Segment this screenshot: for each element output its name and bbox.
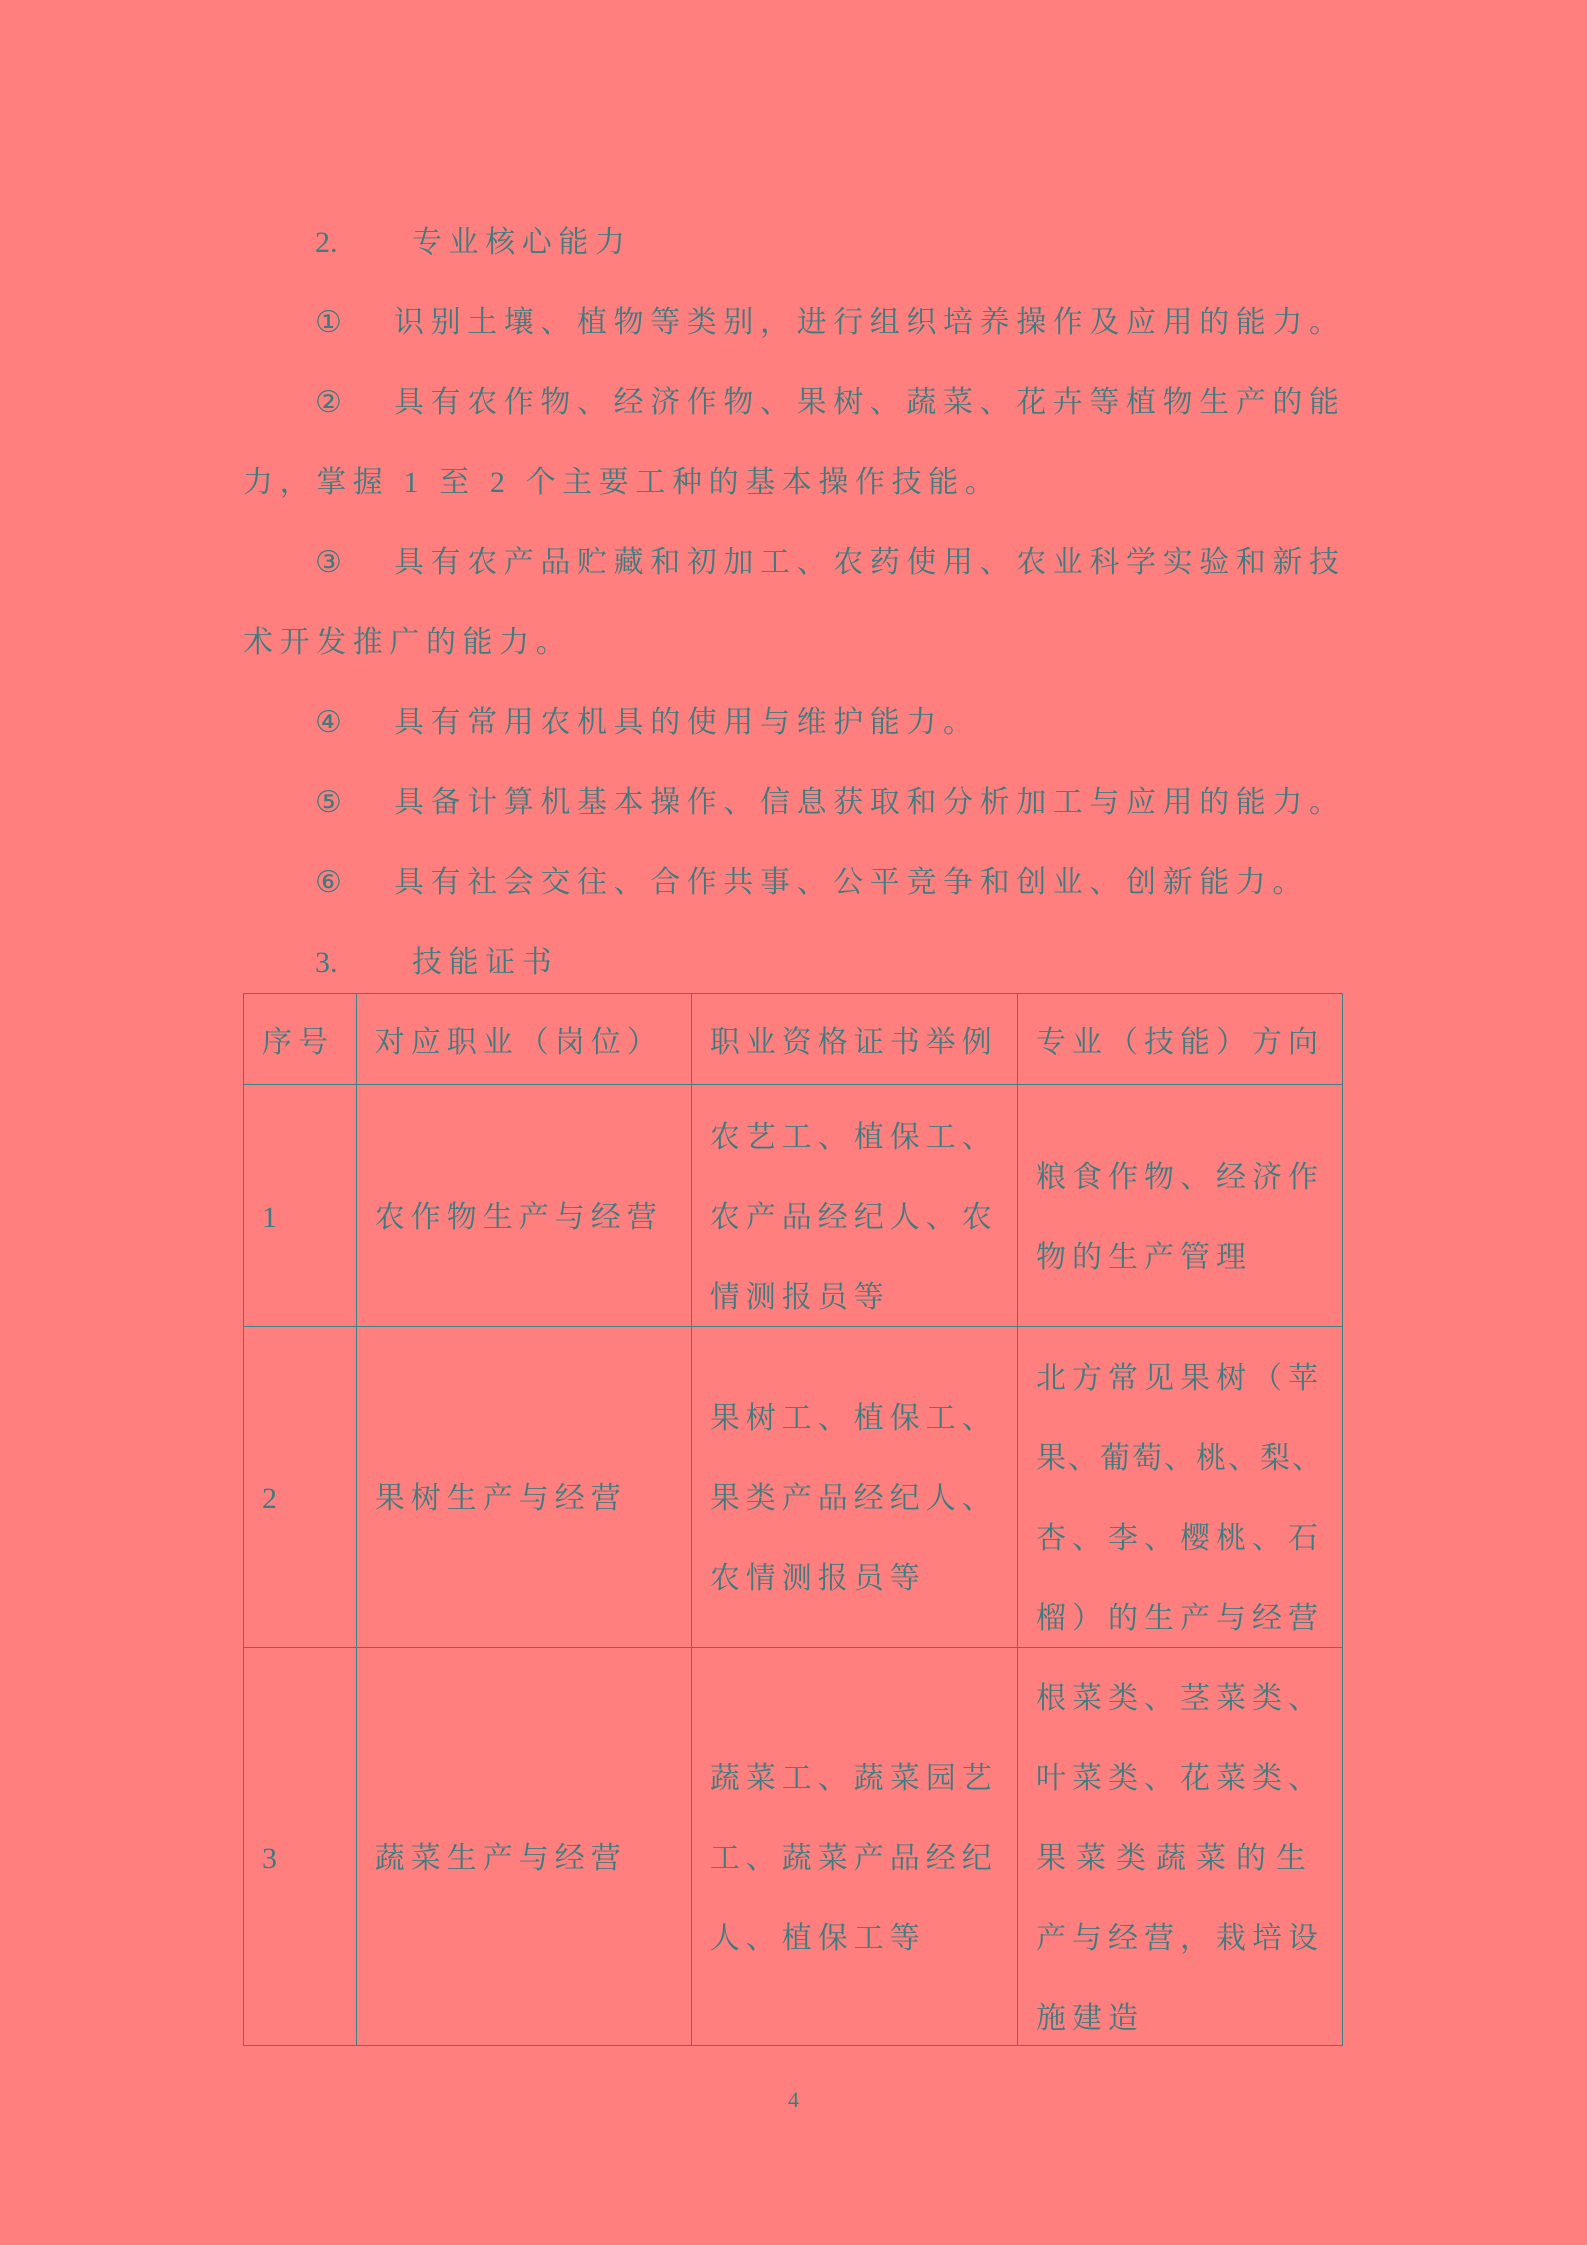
ability-text: 识别土壤、植物等类别，进行组织培养操作及应用的能力。 [394, 306, 1346, 339]
ability-text: 具有常用农机具的使用与维护能力。 [394, 706, 980, 739]
cell-text-line: 杏、李、樱桃、石 [1036, 1522, 1325, 1555]
cell-text-line: 产与经营，栽培设 [1036, 1921, 1325, 1955]
section-title: 技能证书 [412, 946, 559, 979]
section-title: 专业核心能力 [412, 226, 632, 259]
cell-text-line: 榴）的生产与经营 [1036, 1602, 1325, 1635]
cell-text-line: 情测报员等 [709, 1280, 890, 1314]
cell-text-line: 农产品经纪人、农 [709, 1200, 998, 1234]
ability-text: 具有农产品贮藏和初加工、农药使用、农业科学实验和新技 [394, 546, 1346, 579]
certificates-cell [692, 1085, 1018, 1327]
occupation-text: 果树生产与经营 [374, 1482, 627, 1515]
row-index: 1 [262, 1200, 283, 1234]
certificates-cell [692, 1327, 1018, 1648]
cell-text-line: 施建造 [1036, 2001, 1145, 2035]
cell-text-line: 人、植保工等 [709, 1921, 926, 1955]
header-label: 对应职业（岗位） [374, 1026, 663, 1059]
cell-content [1036, 1138, 1324, 1298]
header-cell [1018, 994, 1343, 1085]
ability-item [243, 763, 1353, 843]
cell-text-line: 果树工、植保工、 [709, 1402, 998, 1435]
cell-content [1036, 1659, 1324, 2059]
page-number: 4 [788, 2087, 799, 2112]
circled-number-marker: ⑥ [315, 865, 342, 900]
section-heading [243, 203, 1353, 283]
direction-cell [1018, 1085, 1343, 1327]
occupation-cell [357, 1085, 692, 1327]
cell-text-line: 果菜类蔬菜的生 [1036, 1841, 1317, 1875]
ability-text: 术开发推广的能力。 [243, 626, 573, 659]
cell-content [1036, 1339, 1324, 1659]
circled-number-marker: ④ [315, 705, 342, 740]
cell-text-line: 北方常见果树（苹 [1036, 1362, 1325, 1395]
circled-number-marker: ② [315, 385, 342, 420]
cell-text-line: 果、葡萄、桃、梨、 [1036, 1442, 1325, 1475]
circled-number-marker: ⑤ [315, 785, 342, 820]
header-cell [244, 994, 357, 1085]
cell-text-line: 农艺工、植保工、 [709, 1120, 998, 1154]
circled-number-marker: ③ [315, 545, 342, 580]
table-row [244, 1085, 1343, 1327]
occupation-text: 农作物生产与经营 [374, 1200, 663, 1234]
cell-text-line: 物的生产管理 [1036, 1240, 1253, 1274]
index-cell [244, 1085, 357, 1327]
ability-item [243, 683, 1353, 763]
ability-item [243, 523, 1353, 683]
cell-content [710, 1739, 999, 1979]
direction-cell [1018, 1327, 1343, 1648]
direction-cell [1018, 1648, 1343, 2046]
ability-line [243, 603, 1353, 683]
header-cell [357, 994, 692, 1085]
header-label: 职业资格证书举例 [709, 1026, 998, 1059]
section-heading [243, 923, 1353, 1003]
cell-content [710, 1098, 999, 1338]
occupation-text: 蔬菜生产与经营 [374, 1841, 627, 1875]
ability-item [243, 283, 1353, 363]
cell-text-line: 农情测报员等 [709, 1562, 926, 1595]
table-row [244, 1327, 1343, 1648]
cell-text-line: 工、蔬菜产品经纪 [709, 1841, 998, 1875]
index-cell [244, 1648, 357, 2046]
ability-item [243, 843, 1353, 923]
cell-text-line: 根菜类、茎菜类、 [1036, 1681, 1325, 1715]
ability-line [243, 443, 1353, 523]
header-cell [692, 994, 1018, 1085]
header-label: 序号 [262, 1026, 334, 1059]
ability-item [243, 363, 1353, 523]
certificate-table [243, 993, 1343, 2046]
certificates-cell [692, 1648, 1018, 2046]
cell-content [710, 1379, 999, 1619]
ability-text: 具备计算机基本操作、信息获取和分析加工与应用的能力。 [394, 786, 1346, 819]
row-index: 3 [262, 1841, 283, 1875]
occupation-cell [357, 1327, 692, 1648]
ability-text: 力，掌握 1 至 2 个主要工种的基本操作技能。 [243, 466, 1002, 499]
header-label: 专业（技能）方向 [1036, 1026, 1325, 1059]
ability-line [243, 523, 1353, 603]
ability-line [243, 363, 1353, 443]
index-cell [244, 1327, 357, 1648]
cell-text-line: 蔬菜工、蔬菜园艺 [709, 1761, 998, 1795]
page-body [243, 203, 1353, 1003]
ability-text: 具有社会交往、合作共事、公平竞争和创业、创新能力。 [394, 866, 1309, 899]
row-index: 2 [262, 1482, 283, 1515]
ability-text: 具有农作物、经济作物、果树、蔬菜、花卉等植物生产的能 [394, 386, 1346, 419]
circled-number-marker: ① [315, 305, 342, 340]
occupation-cell [357, 1648, 692, 2046]
cell-text-line: 叶菜类、花菜类、 [1036, 1761, 1325, 1795]
cell-text-line: 粮食作物、经济作 [1036, 1160, 1325, 1194]
table-row [244, 1648, 1343, 2046]
section-number: 3. [315, 946, 338, 979]
cell-text-line: 果类产品经纪人、 [709, 1482, 998, 1515]
table-header-row [244, 994, 1343, 1085]
section-number: 2. [315, 226, 338, 259]
